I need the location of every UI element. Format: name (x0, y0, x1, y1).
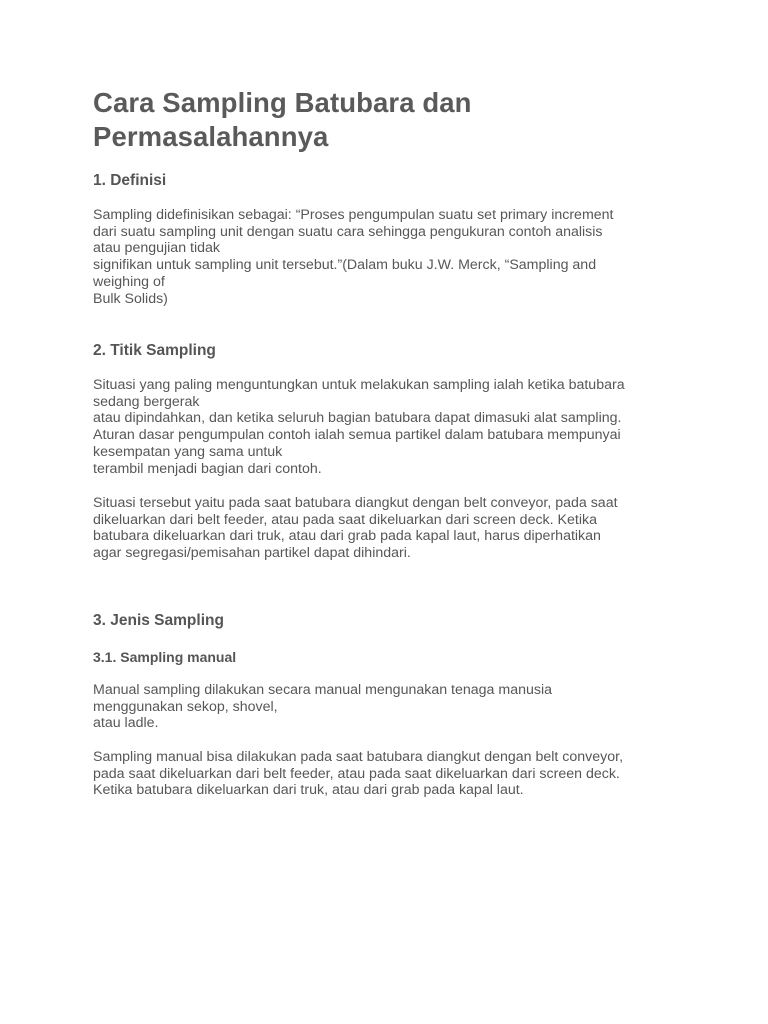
paragraph-definisi (93, 207, 613, 307)
text-line: pada saat dikeluarkan dari belt feeder, atau pada saat dikeluarkan dari screen deck. (93, 765, 620, 782)
paragraph-titik-sampling-1 (93, 377, 625, 477)
text-line: atau pengujian tidak (93, 240, 221, 257)
text-line: batubara dikeluarkan dari truk, atau dari grab pada kapal laut, harus diperhatikan (93, 528, 601, 545)
section-heading-definisi: 1. Definisi (93, 172, 167, 189)
text-line: Sampling didefinisikan sebagai: “Proses pengumpulan suatu set primary increment (93, 207, 614, 223)
text-line: Sampling manual bisa dilakukan pada saat batubara diangkut dengan belt conveyor, (93, 749, 624, 765)
section-heading-jenis-sampling: 3. Jenis Sampling (93, 612, 224, 629)
text-line: Situasi yang paling menguntungkan untuk melakukan sampling ialah ketika batubara (93, 377, 625, 393)
text-line: dari suatu sampling unit dengan suatu cara sehingga pengukuran contoh analisis (93, 223, 603, 240)
text-line: sedang bergerak (93, 393, 200, 410)
section-heading-titik-sampling: 2. Titik Sampling (93, 342, 216, 359)
paragraph-titik-sampling-2 (93, 495, 618, 562)
text-line: atau ladle. (93, 715, 159, 732)
text-line: atau dipindahkan, dan ketika seluruh bagian batubara dapat dimasuki alat sampling. (93, 410, 622, 427)
text-line: weighing of (93, 273, 165, 290)
text-line: Manual sampling dilakukan secara manual mengunakan tenaga manusia (93, 682, 553, 698)
title-line: Permasalahannya (93, 121, 329, 152)
text-line: terambil menjadi bagian dari contoh. (93, 460, 322, 477)
title-line: Cara Sampling Batubara dan (93, 87, 472, 118)
paragraph-sampling-manual-2 (93, 749, 623, 799)
page-title (93, 86, 472, 154)
text-line: signifikan untuk sampling unit tersebut.”(Dalam buku J.W. Merck, “Sampling and (93, 257, 597, 274)
text-line: Ketika batubara dikeluarkan dari truk, atau dari grab pada kapal laut. (93, 782, 524, 799)
subsection-heading-sampling-manual: 3.1. Sampling manual (93, 649, 237, 665)
text-line: agar segregasi/pemisahan partikel dapat dihindari. (93, 545, 411, 562)
text-line: menggunakan sekop, shovel, (93, 698, 278, 715)
text-line: kesempatan yang sama untuk (93, 443, 283, 460)
text-line: Bulk Solids) (93, 290, 168, 307)
text-line: Situasi tersebut yaitu pada saat batubara diangkut dengan belt conveyor, pada saat (93, 495, 618, 511)
text-line: dikeluarkan dari belt feeder, atau pada saat dikeluarkan dari screen deck. Ketika (93, 511, 597, 528)
paragraph-sampling-manual-1 (93, 682, 552, 732)
text-line: Aturan dasar pengumpulan contoh ialah semua partikel dalam batubara mempunyai (93, 427, 621, 444)
